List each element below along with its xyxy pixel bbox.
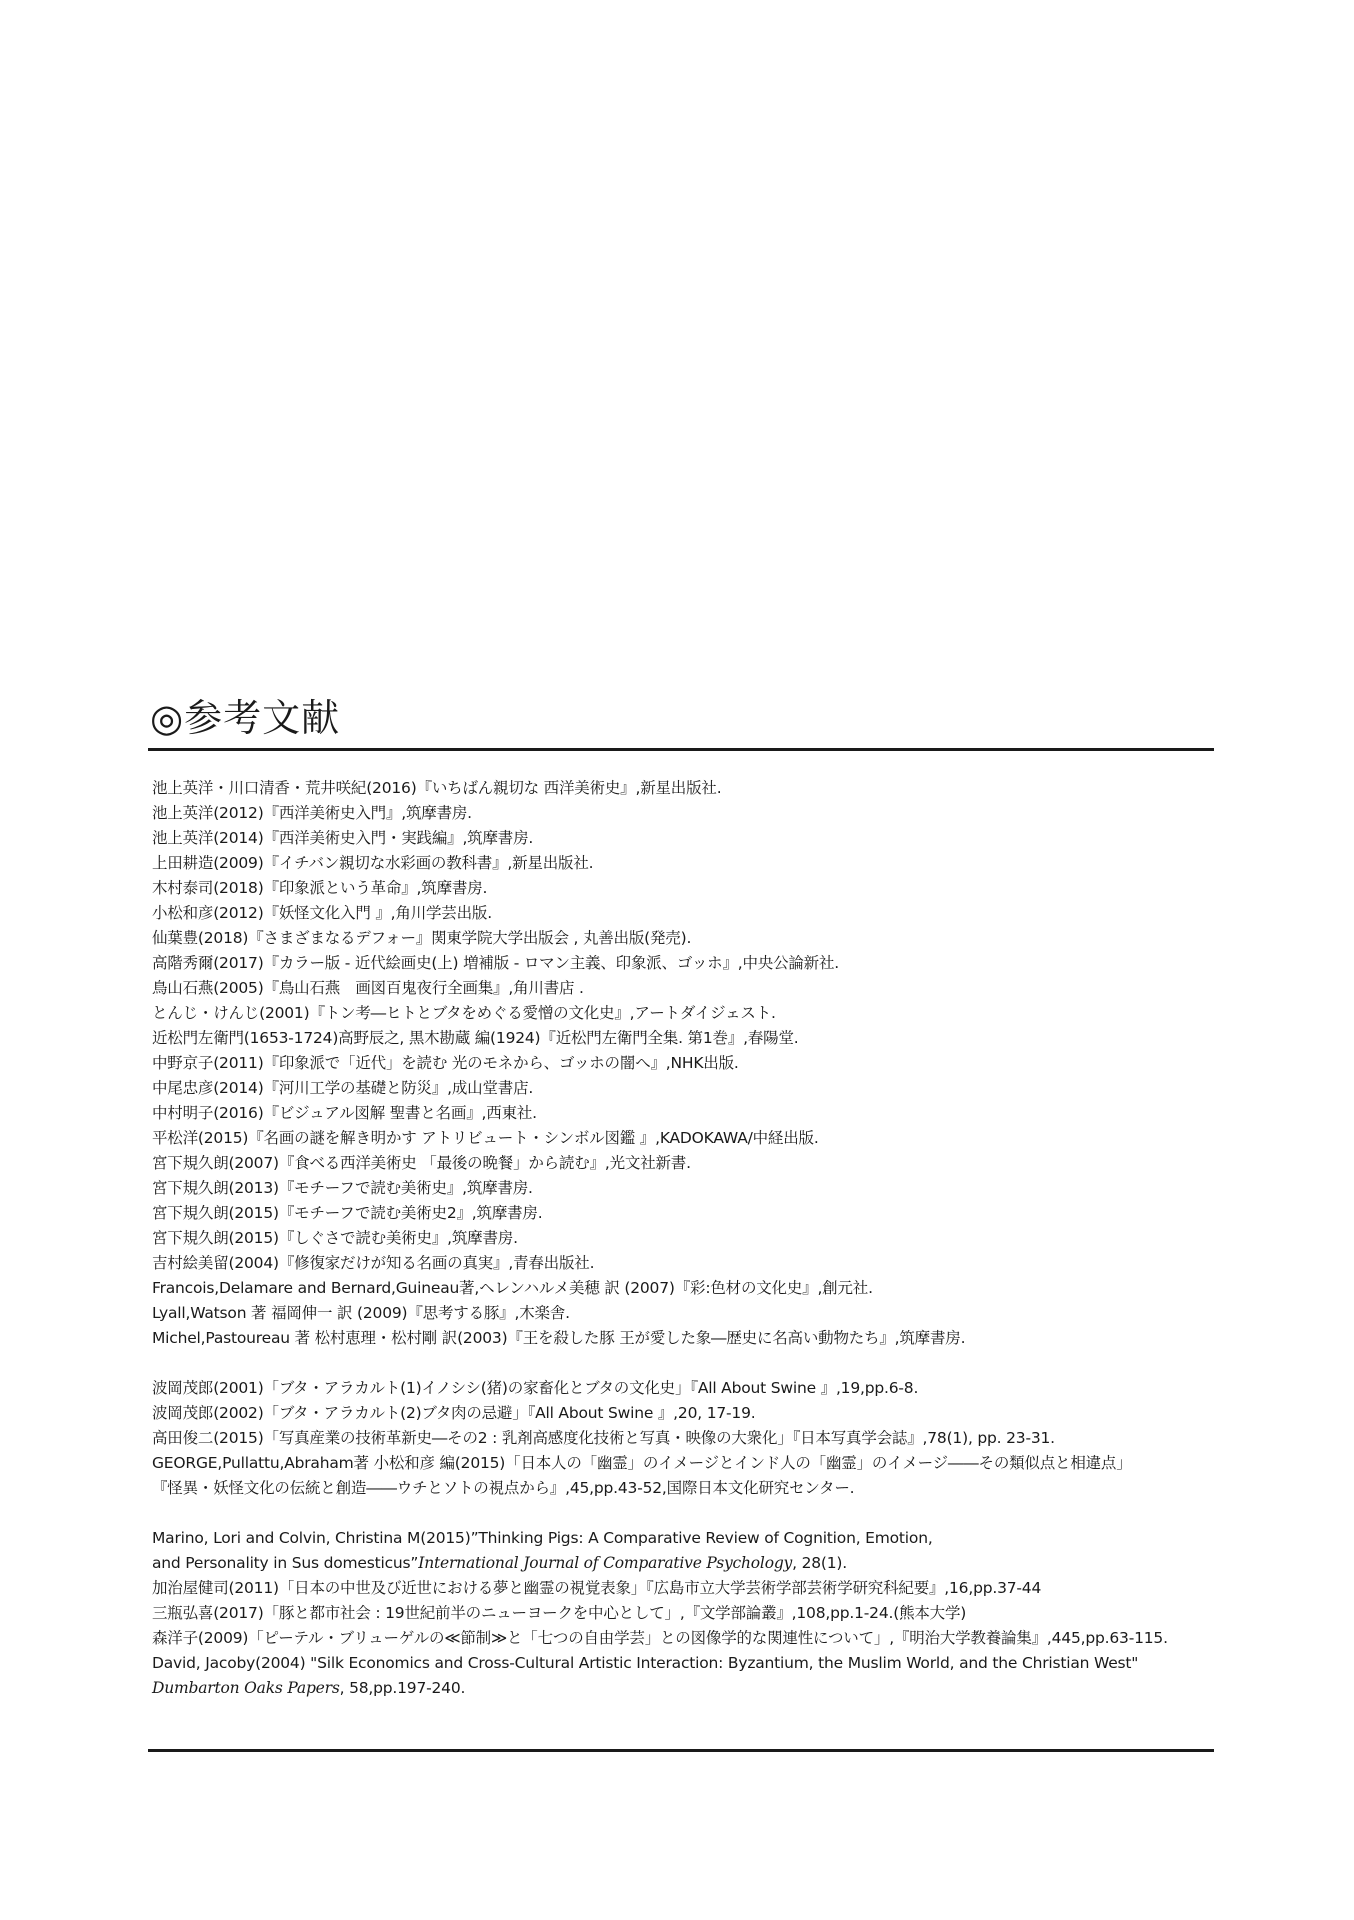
reference-item: 波岡茂郎(2001)「ブタ・アラカルト(1)イノシシ(猪)の家畜化とブタの文化史」『All About Swine 』,19,pp.6-8. [152, 1379, 919, 1397]
reference-item: Lyall,Watson 著 福岡伸一 訳 (2009)『思考する豚』,木楽舎. [152, 1304, 570, 1322]
reference-item: Francois,Delamare and Bernard,Guineau著,ヘレンハルメ美穂 訳 (2007)『彩:色材の文化史』,創元社. [152, 1279, 873, 1297]
title-rule [148, 748, 1214, 751]
reference-item: 宮下規久朗(2015)『モチーフで読む美術史2』,筑摩書房. [152, 1204, 543, 1222]
reference-item: 池上英洋(2012)『西洋美術史入門』,筑摩書房. [152, 804, 472, 822]
reference-item: 上田耕造(2009)『イチバン親切な水彩画の教科書』,新星出版社. [152, 854, 594, 872]
page-title: ◎参考文献 [150, 696, 341, 740]
reference-list [152, 776, 1232, 1701]
reference-item: 池上英洋(2014)『西洋美術史入門・実践編』,筑摩書房. [152, 829, 534, 847]
group-spacer [152, 1501, 1232, 1526]
reference-item: 近松門左衛門(1653-1724)高野辰之, 黒木勘蔵 編(1924)『近松門左衛門全集. 第1巻』,春陽堂. [152, 1029, 799, 1047]
reference-item: 三瓶弘喜(2017)「豚と都市社会 : 19世紀前半のニューヨークを中心として」,『文学部論叢』,108,pp.1-24.(熊本大学) [152, 1604, 967, 1622]
reference-item: 中野京子(2011)『印象派で「近代」を読む 光のモネから、ゴッホの闇へ』,NHK出版. [152, 1054, 739, 1072]
bottom-rule [148, 1749, 1214, 1752]
journal-title: Dumbarton Oaks Papers [152, 1679, 340, 1697]
reference-item: 宮下規久朗(2007)『食べる西洋美術史 「最後の晩餐」から読む』,光文社新書. [152, 1154, 691, 1172]
journal-references [152, 1526, 1232, 1701]
reference-item: 高階秀爾(2017)『カラー版 - 近代絵画史(上) 増補版 - ロマン主義、印象派、ゴッホ』,中央公論新社. [152, 954, 840, 972]
reference-item: 中村明子(2016)『ビジュアル図解 聖書と名画』,西東社. [152, 1104, 537, 1122]
reference-item: 波岡茂郎(2002)「ブタ・アラカルト(2)ブタ肉の忌避」『All About Swine 』,20, 17-19. [152, 1404, 756, 1422]
reference-item: 中尾忠彦(2014)『河川工学の基礎と防災』,成山堂書店. [152, 1079, 534, 1097]
reference-item: 森洋子(2009)「ピーテル・ブリューゲルの≪節制≫と「七つの自由学芸」との図像学的な関連性について」,『明治大学教養論集』,445,pp.63-115. [152, 1629, 1168, 1647]
reference-item: 池上英洋・川口清香・荒井咲紀(2016)『いちばん親切な 西洋美術史』,新星出版社. [152, 779, 722, 797]
reference-item: 小松和彦(2012)『妖怪文化入門 』,角川学芸出版. [152, 904, 492, 922]
reference-text: , 58,pp.197-240. [339, 1679, 466, 1697]
reference-item: Marino, Lori and Colvin, Christina M(2015)”Thinking Pigs: A Comparative Review of Cognition, Emotion, [152, 1529, 933, 1547]
reference-item: 平松洋(2015)『名画の謎を解き明かす アトリビュート・シンボル図鑑 』,KADOKAWA/中経出版. [152, 1129, 819, 1147]
reference-item-continued [152, 1551, 1232, 1576]
reference-item: 鳥山石燕(2005)『鳥山石燕 画図百鬼夜行全画集』,角川書店 . [152, 979, 584, 997]
reference-item: とんじ・けんじ(2001)『トン考―ヒトとブタをめぐる愛憎の文化史』,アートダイジェスト. [152, 1004, 776, 1022]
reference-item: 加治屋健司(2011)「日本の中世及び近世における夢と幽霊の視覚表象」『広島市立大学芸術学部芸術学研究科紀要』,16,pp.37-44 [152, 1579, 1042, 1597]
reference-item: David, Jacoby(2004) "Silk Economics and Cross-Cultural Artistic Interaction: Byzantium, the Muslim World, and the Christian West" [152, 1654, 1139, 1672]
reference-item: 宮下規久朗(2013)『モチーフで読む美術史』,筑摩書房. [152, 1179, 533, 1197]
reference-item: GEORGE,Pullattu,Abraham著 小松和彦 編(2015)「日本人の「幽霊」のイメージとインド人の「幽霊」のイメージ――その類似点と相違点」 [152, 1454, 1132, 1472]
reference-text: , 28(1). [792, 1554, 847, 1572]
reference-item: 高田俊二(2015)「写真産業の技術革新史―その2 : 乳剤高感度化技術と写真・映像の大衆化」『日本写真学会誌』,78(1), pp. 23-31. [152, 1429, 1055, 1447]
reference-item: 宮下規久朗(2015)『しぐさで読む美術史』,筑摩書房. [152, 1229, 518, 1247]
reference-item: 『怪異・妖怪文化の伝統と創造――ウチとソトの視点から』,45,pp.43-52,国際日本文化研究センター. [152, 1479, 855, 1497]
reference-item: 仙葉豊(2018)『さまざまなるデフォー』関東学院大学出版会 , 丸善出版(発売). [152, 929, 692, 947]
reference-text: and Personality in Sus domesticus” [152, 1554, 419, 1572]
reference-item: Michel,Pastoureau 著 松村恵理・松村剛 訳(2003)『王を殺した豚 王が愛した象―歴史に名高い動物たち』,筑摩書房. [152, 1329, 966, 1347]
reference-item: 木村泰司(2018)『印象派という革命』,筑摩書房. [152, 879, 488, 897]
article-references [152, 1376, 1232, 1501]
book-references [152, 776, 1232, 1351]
reference-item-continued [152, 1676, 1232, 1701]
group-spacer [152, 1351, 1232, 1376]
journal-title: International Journal of Comparative Psychology [418, 1554, 793, 1572]
reference-item: 吉村絵美留(2004)『修復家だけが知る名画の真実』,青春出版社. [152, 1254, 595, 1272]
